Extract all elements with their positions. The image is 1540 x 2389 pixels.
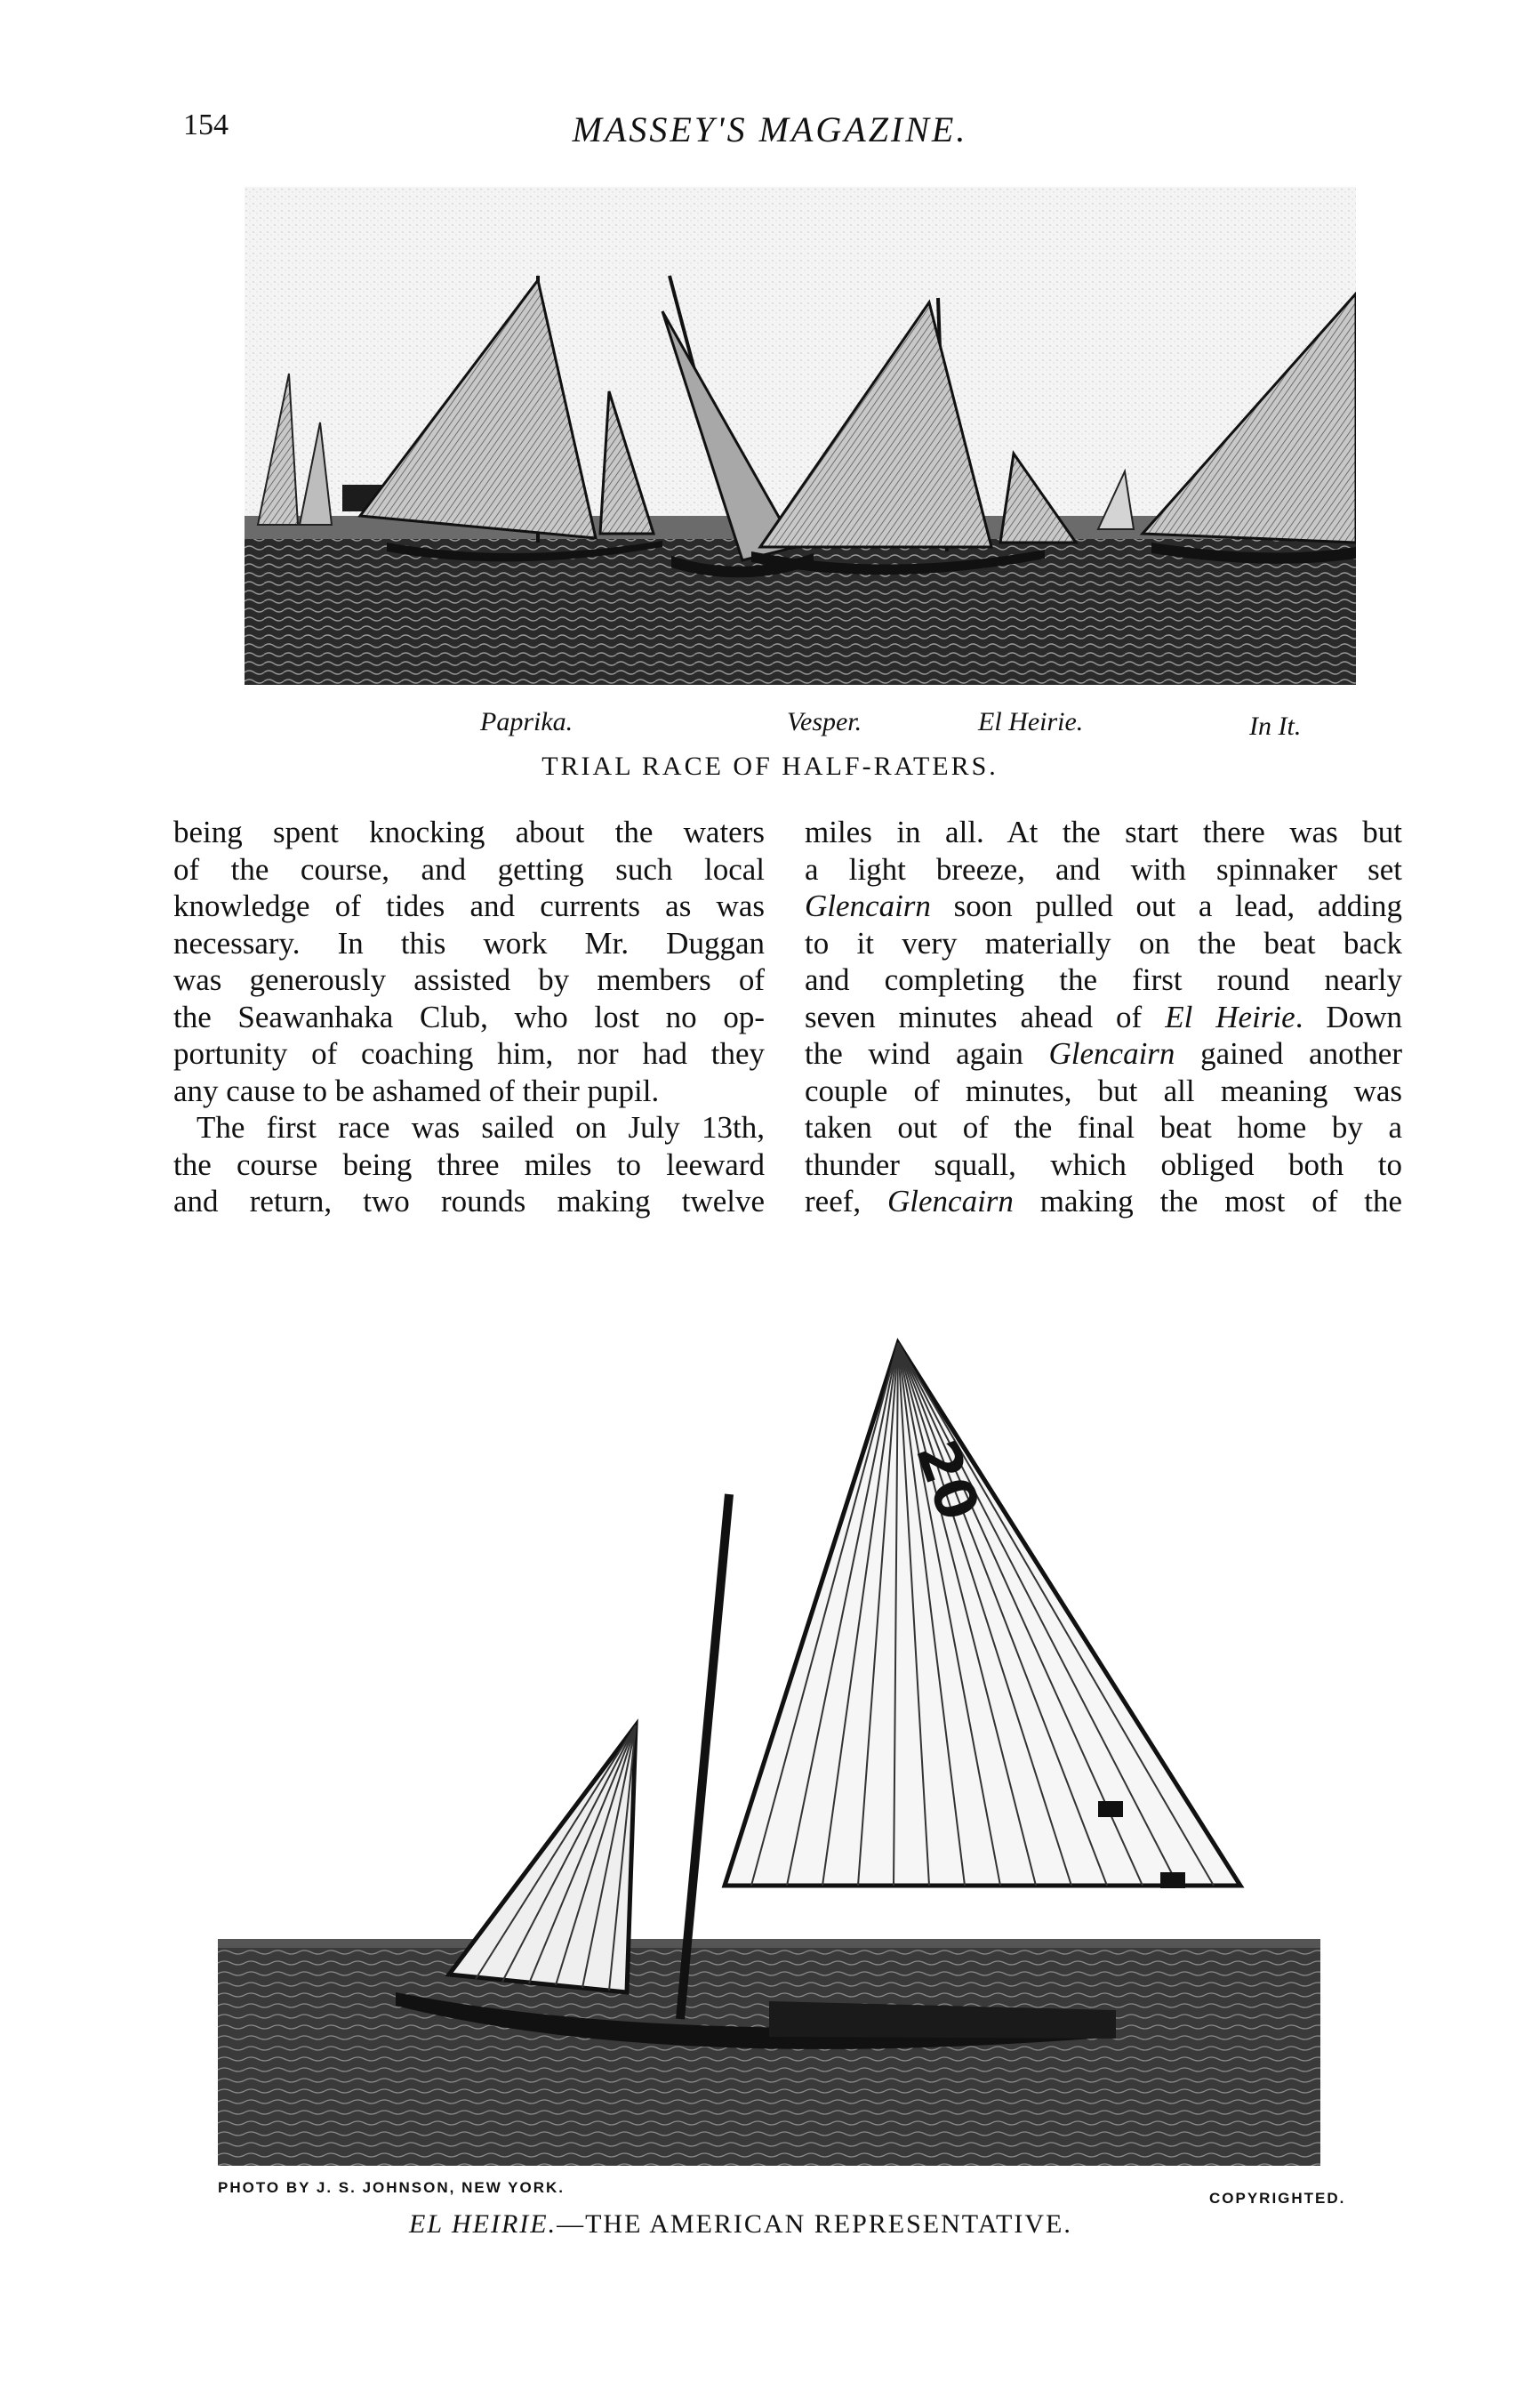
photo-credit: PHOTO BY J. S. JOHNSON, NEW YORK. xyxy=(218,2179,565,2196)
figure-title: TRIAL RACE OF HALF-RATERS. xyxy=(541,752,999,781)
page-number: 154 xyxy=(183,109,229,141)
text-line: the Seawanhaka Club, who lost no op- xyxy=(173,999,765,1034)
right-column xyxy=(805,814,1402,1220)
text-line: to it very materially on the beat back xyxy=(805,925,1402,961)
left-column xyxy=(173,814,765,1220)
text-line: necessary. In this work Mr. Duggan xyxy=(173,925,765,961)
text-line: of the course, and getting such local xyxy=(173,851,765,887)
boat-name: Glencairn xyxy=(1048,1036,1175,1071)
paragraph xyxy=(173,814,765,1109)
text-line: being spent knocking about the waters xyxy=(173,815,765,849)
text-line: and completing the first round nearly xyxy=(805,962,1402,997)
text-fragment: seven minutes ahead of xyxy=(805,999,1166,1034)
text-fragment: gained another xyxy=(1175,1036,1402,1071)
running-head: MASSEY'S MAGAZINE. xyxy=(572,109,968,149)
text-line: taken out of the final beat home by a xyxy=(805,1110,1402,1145)
text-line: The first race was sailed on July 13th, xyxy=(197,1110,765,1145)
text-line: was generously assisted by members of xyxy=(173,962,765,997)
text-fragment: the wind again xyxy=(805,1036,1049,1071)
text-line: knowledge of tides and currents as was xyxy=(173,889,765,923)
text-line: portunity of coaching him, nor had they xyxy=(173,1036,765,1071)
text-line: couple of minutes, but all meaning was xyxy=(805,1073,1402,1108)
text-line: miles in all. At the start there was but xyxy=(805,815,1402,849)
text-fragment: . Down xyxy=(1295,999,1402,1034)
text-line: and return, two rounds making twelve xyxy=(173,1184,765,1219)
text-line: the course being three miles to leeward xyxy=(173,1146,765,1182)
boat-name: El Heirie xyxy=(1165,999,1295,1034)
caption-text: —THE AMERICAN REPRESENTATIVE. xyxy=(557,2209,1072,2239)
bottom-caption xyxy=(409,2209,1072,2240)
text-line xyxy=(805,1183,1402,1220)
text-line xyxy=(805,1035,1402,1073)
paragraph xyxy=(173,1109,765,1220)
text-line xyxy=(805,999,1402,1036)
caption-paprika: Paprika. xyxy=(480,707,573,736)
paragraph xyxy=(805,814,1402,1220)
boat-name: Glencairn xyxy=(805,889,931,923)
text-line: any cause to be ashamed of their pupil. xyxy=(173,1073,660,1108)
race-photo xyxy=(245,187,1356,685)
boat-name: Glencairn xyxy=(887,1184,1014,1219)
caption-in-it: In It. xyxy=(1249,712,1302,741)
caption-boat-name: EL HEIRIE. xyxy=(409,2209,557,2239)
text-fragment: soon pulled out a lead, adding xyxy=(930,889,1402,923)
text-line: thunder squall, which obliged both to xyxy=(805,1146,1402,1182)
sail-number: 20 xyxy=(902,1432,991,1530)
el-heirie-photo xyxy=(218,1316,1320,2170)
text-line: a light breeze, and with spinnaker set xyxy=(805,851,1402,887)
text-fragment: reef, xyxy=(805,1184,887,1219)
copyright-notice: COPYRIGHTED. xyxy=(1209,2190,1346,2207)
text-line xyxy=(805,888,1402,925)
caption-el-heirie: El Heirie. xyxy=(978,707,1084,736)
caption-vesper: Vesper. xyxy=(787,707,862,736)
text-fragment: making the most of the xyxy=(1013,1184,1402,1219)
